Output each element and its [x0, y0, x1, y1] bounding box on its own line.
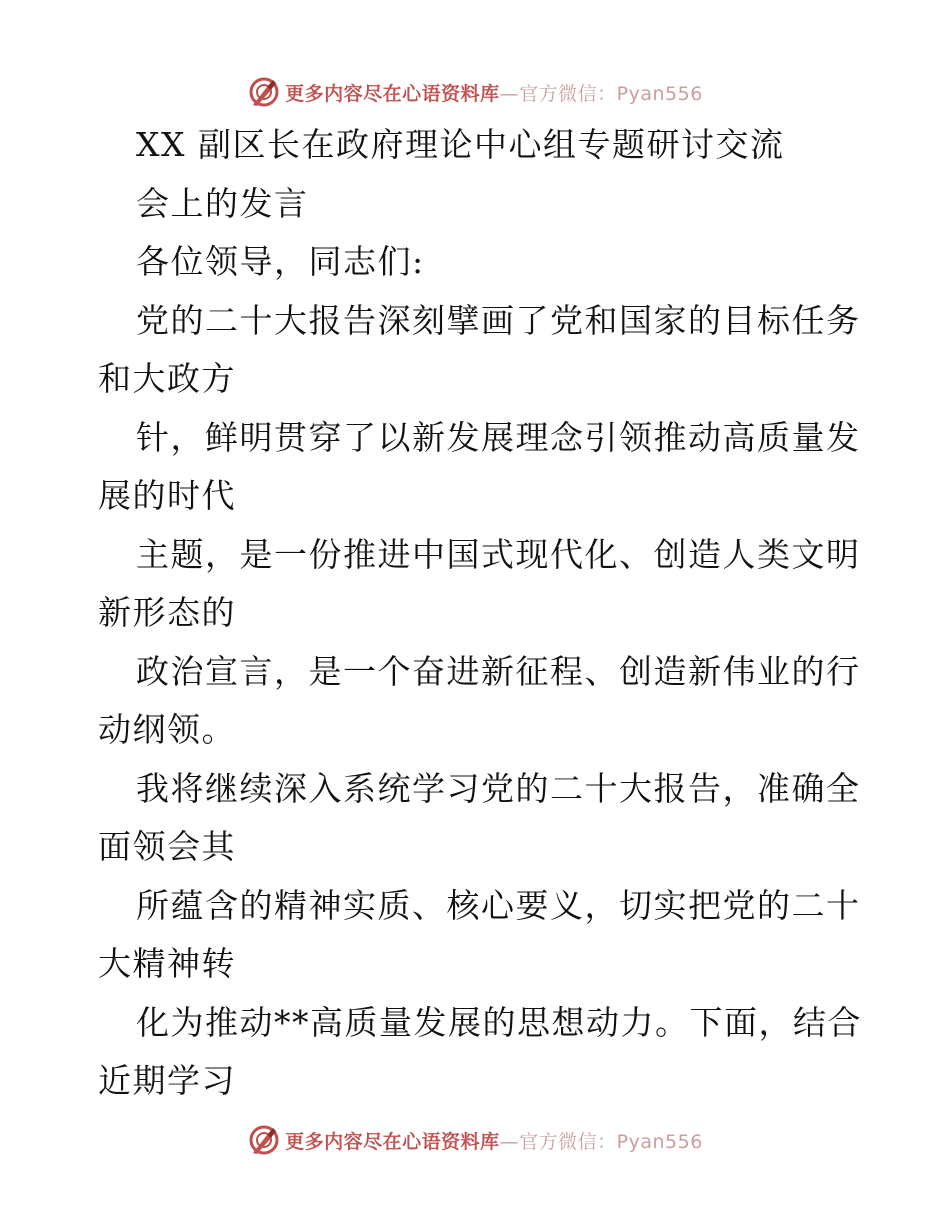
watermark-suffix: —官方微信：Pyan556 — [499, 1130, 703, 1153]
document-line: 大精神转 — [98, 944, 236, 983]
document-line: 会上的发言 — [136, 183, 309, 223]
pen-logo-icon — [247, 75, 281, 109]
document-line: 政治宣言，是一个奋进新征程、创造新伟业的行 — [136, 651, 861, 691]
watermark-header — [0, 72, 950, 112]
watermark-text — [285, 79, 703, 106]
document-line: 所蕴含的精神实质、核心要义，切实把党的二十 — [136, 885, 861, 925]
document-line: 我将继续深入系统学习党的二十大报告，准确全 — [136, 768, 861, 808]
document-line: 党的二十大报告深刻擘画了党和国家的目标任务 — [136, 300, 861, 340]
document-line: 动纲领。 — [98, 710, 236, 749]
watermark-brand: 更多内容尽在心语资料库 — [285, 82, 500, 105]
document-body — [98, 116, 862, 1111]
pen-logo-icon — [247, 1123, 281, 1157]
document-line: 近期学习 — [98, 1061, 236, 1100]
document-line: 针，鲜明贯穿了以新发展理念引领推动高质量发 — [136, 417, 861, 457]
document-line: 各位领导，同志们: — [136, 242, 425, 281]
document-line: 化为推动**高质量发展的思想动力。下面，结合 — [136, 1002, 862, 1042]
document-line: 主题，是一份推进中国式现代化、创造人类文明 — [136, 534, 861, 574]
document-line: 新形态的 — [98, 593, 236, 632]
document-line: 展的时代 — [98, 476, 236, 515]
document-line: XX 副区长在政府理论中心组专题研讨交流 — [136, 125, 785, 164]
document-line: 和大政方 — [98, 359, 236, 398]
watermark-brand: 更多内容尽在心语资料库 — [285, 1130, 500, 1153]
watermark-suffix: —官方微信：Pyan556 — [499, 82, 703, 105]
document-line: 面领会其 — [98, 827, 236, 866]
watermark-text — [285, 1127, 703, 1154]
watermark-footer — [0, 1120, 950, 1160]
